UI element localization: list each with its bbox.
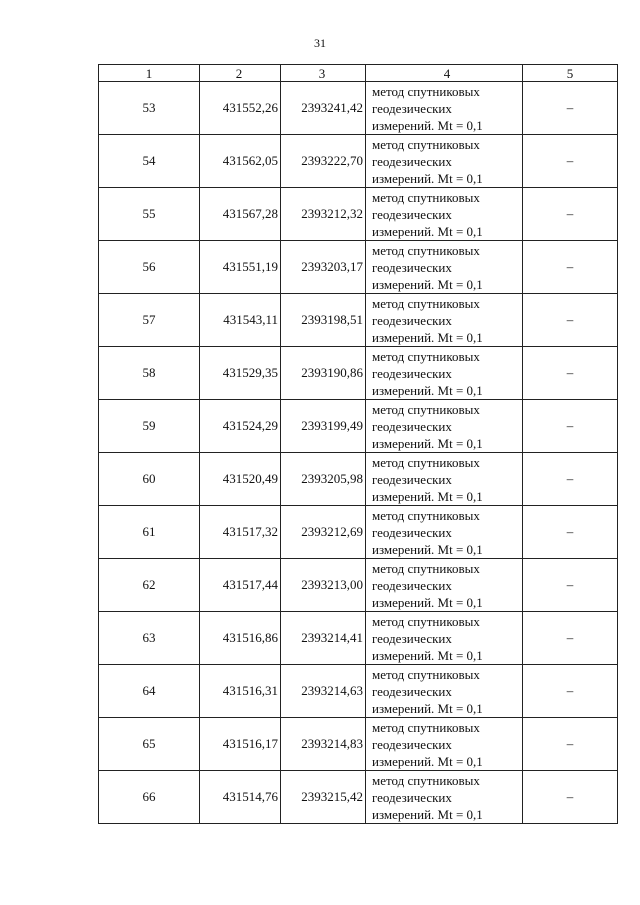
method-line: геодезических bbox=[372, 630, 452, 646]
method-line: геодезических bbox=[372, 577, 452, 593]
table-row bbox=[99, 718, 618, 771]
method-cell bbox=[366, 188, 523, 241]
x-coordinate-cell: 431514,76 bbox=[200, 771, 281, 824]
y-coordinate-cell: 2393222,70 bbox=[281, 135, 366, 188]
method-line: измерений. Mt = 0,1 bbox=[372, 276, 483, 292]
point-number-cell: 65 bbox=[99, 718, 200, 771]
method-cell bbox=[366, 453, 523, 506]
point-number-cell: 60 bbox=[99, 453, 200, 506]
method-line: метод спутниковых bbox=[372, 136, 480, 152]
point-number-cell: 59 bbox=[99, 400, 200, 453]
method-line: измерений. Mt = 0,1 bbox=[372, 117, 483, 133]
table-row bbox=[99, 188, 618, 241]
method-cell bbox=[366, 294, 523, 347]
method-line: метод спутниковых bbox=[372, 666, 480, 682]
header-row bbox=[99, 65, 618, 82]
point-number-cell: 56 bbox=[99, 241, 200, 294]
point-number-cell: 53 bbox=[99, 82, 200, 135]
method-line: метод спутниковых bbox=[372, 242, 480, 258]
x-coordinate-cell: 431516,86 bbox=[200, 612, 281, 665]
method-line: геодезических bbox=[372, 312, 452, 328]
note-cell: – bbox=[523, 559, 618, 612]
table-row bbox=[99, 506, 618, 559]
method-line: геодезических bbox=[372, 683, 452, 699]
y-coordinate-cell: 2393212,69 bbox=[281, 506, 366, 559]
method-line: измерений. Mt = 0,1 bbox=[372, 223, 483, 239]
point-number-cell: 58 bbox=[99, 347, 200, 400]
note-cell: – bbox=[523, 400, 618, 453]
table-row bbox=[99, 559, 618, 612]
y-coordinate-cell: 2393199,49 bbox=[281, 400, 366, 453]
method-cell bbox=[366, 135, 523, 188]
note-cell: – bbox=[523, 453, 618, 506]
point-number-cell: 62 bbox=[99, 559, 200, 612]
x-coordinate-cell: 431520,49 bbox=[200, 453, 281, 506]
method-cell bbox=[366, 241, 523, 294]
note-cell: – bbox=[523, 347, 618, 400]
note-cell: – bbox=[523, 771, 618, 824]
method-line: метод спутниковых bbox=[372, 401, 480, 417]
method-line: метод спутниковых bbox=[372, 454, 480, 470]
table-row bbox=[99, 453, 618, 506]
x-coordinate-cell: 431552,26 bbox=[200, 82, 281, 135]
x-coordinate-cell: 431517,32 bbox=[200, 506, 281, 559]
y-coordinate-cell: 2393215,42 bbox=[281, 771, 366, 824]
method-line: измерений. Mt = 0,1 bbox=[372, 329, 483, 345]
note-cell: – bbox=[523, 82, 618, 135]
point-number-cell: 63 bbox=[99, 612, 200, 665]
method-line: измерений. Mt = 0,1 bbox=[372, 594, 483, 610]
point-number-cell: 61 bbox=[99, 506, 200, 559]
method-line: измерений. Mt = 0,1 bbox=[372, 806, 483, 822]
point-number-cell: 55 bbox=[99, 188, 200, 241]
method-line: геодезических bbox=[372, 153, 452, 169]
method-line: измерений. Mt = 0,1 bbox=[372, 700, 483, 716]
method-line: геодезических bbox=[372, 736, 452, 752]
note-cell: – bbox=[523, 506, 618, 559]
note-cell: – bbox=[523, 665, 618, 718]
table-row bbox=[99, 665, 618, 718]
table-row bbox=[99, 82, 618, 135]
header-cell-2: 2 bbox=[200, 65, 281, 82]
method-line: метод спутниковых bbox=[372, 507, 480, 523]
method-line: геодезических bbox=[372, 789, 452, 805]
method-line: измерений. Mt = 0,1 bbox=[372, 541, 483, 557]
y-coordinate-cell: 2393241,42 bbox=[281, 82, 366, 135]
note-cell: – bbox=[523, 241, 618, 294]
method-cell bbox=[366, 506, 523, 559]
table-row bbox=[99, 771, 618, 824]
x-coordinate-cell: 431517,44 bbox=[200, 559, 281, 612]
y-coordinate-cell: 2393212,32 bbox=[281, 188, 366, 241]
y-coordinate-cell: 2393203,17 bbox=[281, 241, 366, 294]
header-cell-3: 3 bbox=[281, 65, 366, 82]
method-line: измерений. Mt = 0,1 bbox=[372, 170, 483, 186]
table-row bbox=[99, 612, 618, 665]
method-line: измерений. Mt = 0,1 bbox=[372, 435, 483, 451]
method-line: геодезических bbox=[372, 100, 452, 116]
y-coordinate-cell: 2393214,83 bbox=[281, 718, 366, 771]
method-line: измерений. Mt = 0,1 bbox=[372, 382, 483, 398]
method-cell bbox=[366, 718, 523, 771]
x-coordinate-cell: 431562,05 bbox=[200, 135, 281, 188]
method-line: метод спутниковых bbox=[372, 295, 480, 311]
coordinates-table bbox=[98, 64, 618, 824]
method-cell bbox=[366, 771, 523, 824]
table-row bbox=[99, 400, 618, 453]
y-coordinate-cell: 2393213,00 bbox=[281, 559, 366, 612]
method-line: метод спутниковых bbox=[372, 189, 480, 205]
note-cell: – bbox=[523, 718, 618, 771]
note-cell: – bbox=[523, 135, 618, 188]
method-line: метод спутниковых bbox=[372, 719, 480, 735]
method-cell bbox=[366, 559, 523, 612]
method-line: геодезических bbox=[372, 365, 452, 381]
method-line: измерений. Mt = 0,1 bbox=[372, 753, 483, 769]
point-number-cell: 57 bbox=[99, 294, 200, 347]
method-cell bbox=[366, 400, 523, 453]
method-line: геодезических bbox=[372, 259, 452, 275]
method-cell bbox=[366, 665, 523, 718]
x-coordinate-cell: 431529,35 bbox=[200, 347, 281, 400]
method-line: измерений. Mt = 0,1 bbox=[372, 488, 483, 504]
x-coordinate-cell: 431516,17 bbox=[200, 718, 281, 771]
page-number: 31 bbox=[314, 36, 326, 50]
x-coordinate-cell: 431567,28 bbox=[200, 188, 281, 241]
method-cell bbox=[366, 82, 523, 135]
point-number-cell: 64 bbox=[99, 665, 200, 718]
x-coordinate-cell: 431551,19 bbox=[200, 241, 281, 294]
header-cell-1: 1 bbox=[99, 65, 200, 82]
note-cell: – bbox=[523, 612, 618, 665]
point-number-cell: 54 bbox=[99, 135, 200, 188]
y-coordinate-cell: 2393214,63 bbox=[281, 665, 366, 718]
header-cell-5: 5 bbox=[523, 65, 618, 82]
method-line: метод спутниковых bbox=[372, 772, 480, 788]
x-coordinate-cell: 431543,11 bbox=[200, 294, 281, 347]
method-cell bbox=[366, 347, 523, 400]
method-line: метод спутниковых bbox=[372, 560, 480, 576]
x-coordinate-cell: 431524,29 bbox=[200, 400, 281, 453]
note-cell: – bbox=[523, 294, 618, 347]
method-line: измерений. Mt = 0,1 bbox=[372, 647, 483, 663]
method-line: метод спутниковых bbox=[372, 613, 480, 629]
y-coordinate-cell: 2393190,86 bbox=[281, 347, 366, 400]
method-line: метод спутниковых bbox=[372, 83, 480, 99]
method-line: геодезических bbox=[372, 471, 452, 487]
table-row bbox=[99, 241, 618, 294]
y-coordinate-cell: 2393205,98 bbox=[281, 453, 366, 506]
method-line: метод спутниковых bbox=[372, 348, 480, 364]
note-cell: – bbox=[523, 188, 618, 241]
method-cell bbox=[366, 612, 523, 665]
x-coordinate-cell: 431516,31 bbox=[200, 665, 281, 718]
y-coordinate-cell: 2393198,51 bbox=[281, 294, 366, 347]
table-row bbox=[99, 294, 618, 347]
method-line: геодезических bbox=[372, 418, 452, 434]
header-cell-4: 4 bbox=[366, 65, 523, 82]
method-line: геодезических bbox=[372, 206, 452, 222]
table-row bbox=[99, 135, 618, 188]
table-row bbox=[99, 347, 618, 400]
method-line: геодезических bbox=[372, 524, 452, 540]
point-number-cell: 66 bbox=[99, 771, 200, 824]
y-coordinate-cell: 2393214,41 bbox=[281, 612, 366, 665]
